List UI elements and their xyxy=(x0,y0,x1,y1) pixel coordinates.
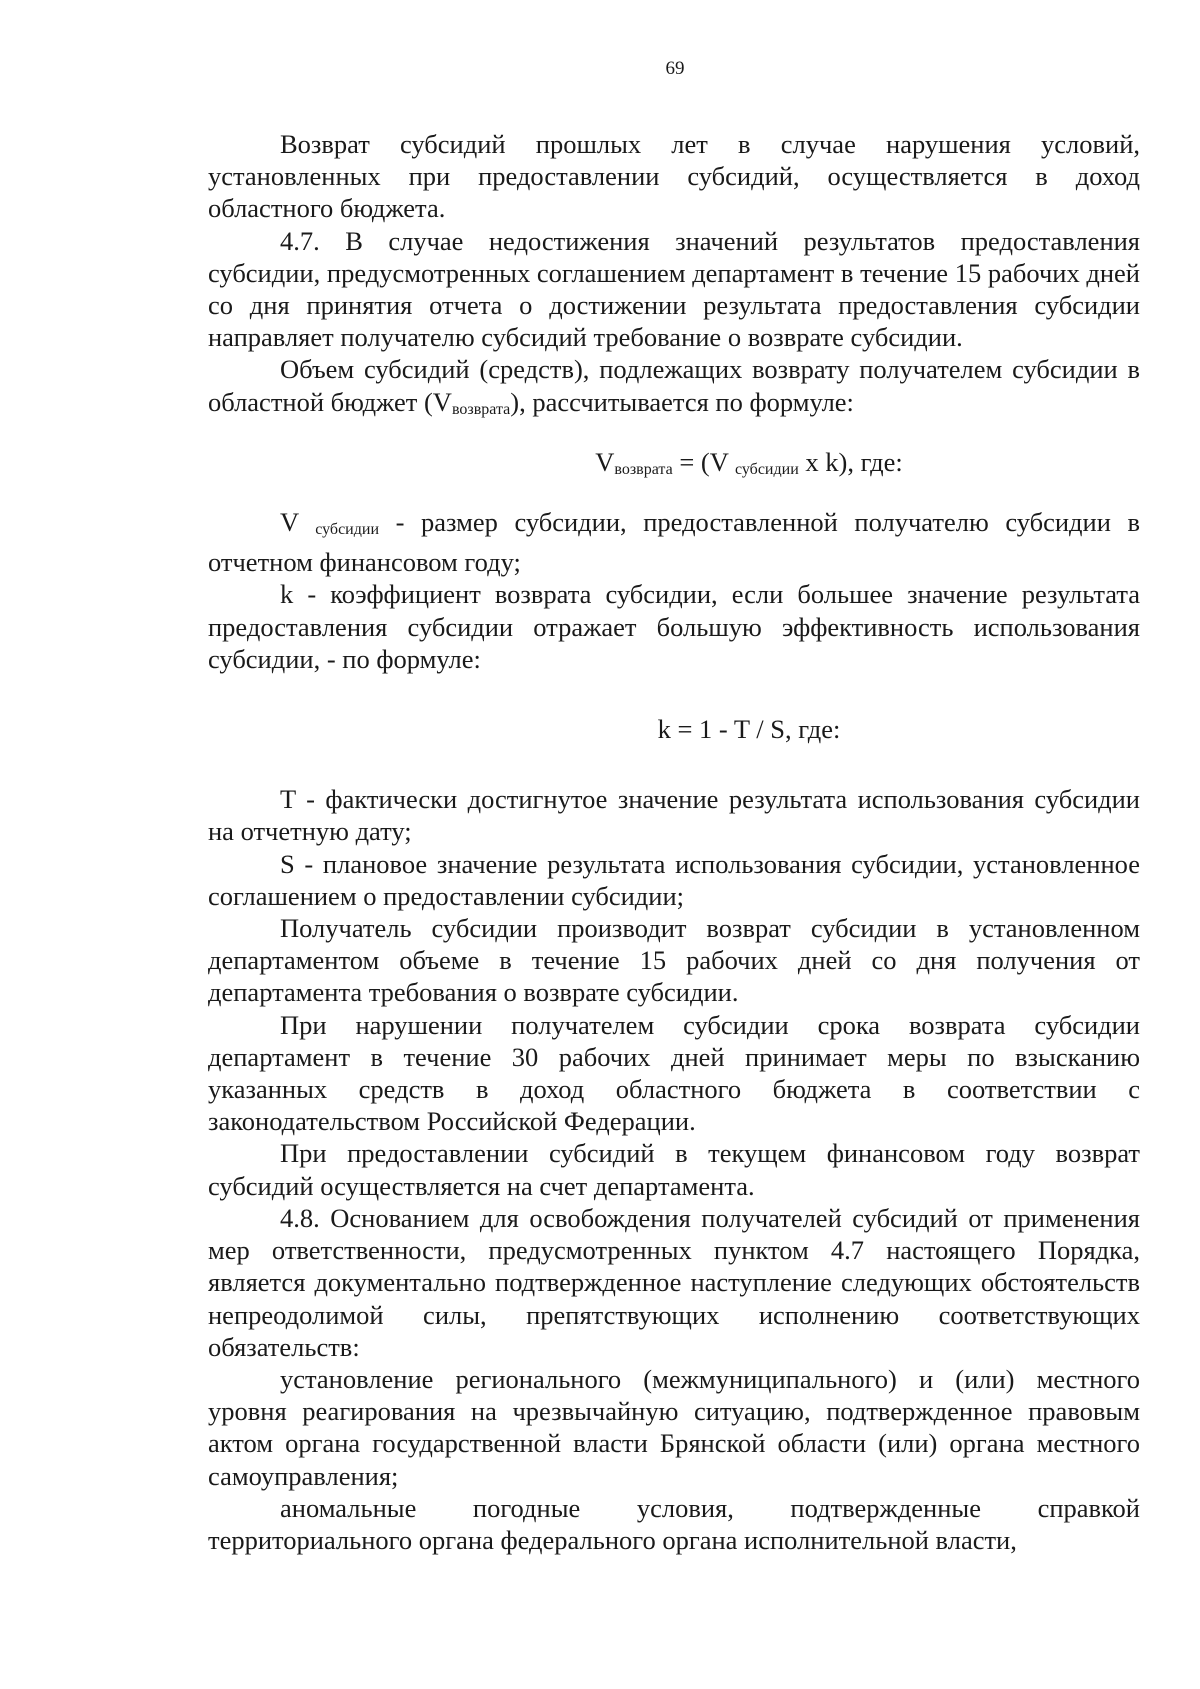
paragraph-abnormal-weather: аномальные погодные условия, подтвержденные справкой территориального органа федерального органа исполнительной власти, xyxy=(208,1492,1140,1555)
formula-refund-volume xyxy=(208,446,1140,486)
formula-coefficient-k: k = 1 - T / S, где: xyxy=(657,714,841,745)
document-body xyxy=(208,128,1140,1556)
paragraph-s-definition: S - плановое значение результата использования субсидии, установленное соглашением о предоставлении субсидии; xyxy=(208,848,1140,911)
formula-v-subscript-refund: возврата xyxy=(614,460,673,478)
formula-v-subscript-subsidy: субсидии xyxy=(735,460,799,478)
volume-text-before: Объем субсидий (средств), подлежащих возврату получателем субсидии в областной бюджет (V xyxy=(208,354,1140,417)
formula-end: x k), где: xyxy=(798,446,903,477)
paragraph-current-year-refund: При предоставлении субсидий в текущем финансовом году возврат субсидий осуществляется на счет департамента. xyxy=(208,1138,1140,1201)
paragraph-emergency-response: установление регионального (межмуниципального) и (или) местного уровня реагирования на чрезвычайную ситуацию, подтвержденное правовым актом органа государственной власти Брянской области (или) органа местного самоуправления; xyxy=(208,1363,1140,1491)
paragraph-refund-violation: При нарушении получателем субсидии срока возврата субсидии департамент в течение 30 рабочих дней принимает меры по взысканию указанных средств в доход областного бюджета в соответствии с законодательством Российской Федерации. xyxy=(208,1009,1140,1137)
formula-middle: = (V xyxy=(672,446,735,477)
page-number: 69 xyxy=(665,58,685,79)
volume-text-after: ), рассчитывается по формуле: xyxy=(510,386,854,417)
paragraph-t-definition: T - фактически достигнутое значение результата использования субсидии на отчетную дату; xyxy=(208,784,1140,847)
volume-subscript: возврата xyxy=(451,400,511,418)
paragraph-v-definition xyxy=(208,506,1140,578)
paragraph-recipient-refund: Получатель субсидии производит возврат субсидии в установленном департаментом объеме в течение 15 рабочих дней со дня получения от департамента требования о возврате субсидии. xyxy=(208,913,1140,1008)
v-definition-text: - размер субсидии, предоставленной получателю субсидии в отчетном финансовом году; xyxy=(208,507,1140,578)
paragraph-k-definition: k - коэффициент возврата субсидии, если большее значение результата предоставления субсидии отражает большую эффективность использования субсидии, - по формуле: xyxy=(208,579,1140,674)
v-definition-symbol: V xyxy=(280,507,316,538)
v-definition-subscript: субсидии xyxy=(315,521,379,539)
paragraph-refund-volume xyxy=(208,353,1140,425)
formula-v-symbol: V xyxy=(595,446,615,477)
paragraph-4-8: 4.8. Основанием для освобождения получателей субсидий от применения мер ответственности, предусмотренных пунктом 4.7 настоящего Порядка, является документально подтвержденное наступление следующих обстоятельств непреодолимой силы, препятствующих исполнению соответствующих обязательств: xyxy=(208,1202,1140,1362)
paragraph-4-7: 4.7. В случае недостижения значений результатов предоставления субсидии, предусмотренных соглашением департамент в течение 15 рабочих дней со дня принятия отчета о достижении результата предоставления субсидии направляет получателю субсидий требование о возврате субсидии. xyxy=(208,225,1140,353)
paragraph-refund-previous-years: Возврат субсидий прошлых лет в случае нарушения условий, установленных при предоставлении субсидий, осуществляется в доход областного бюджета. xyxy=(208,129,1140,224)
